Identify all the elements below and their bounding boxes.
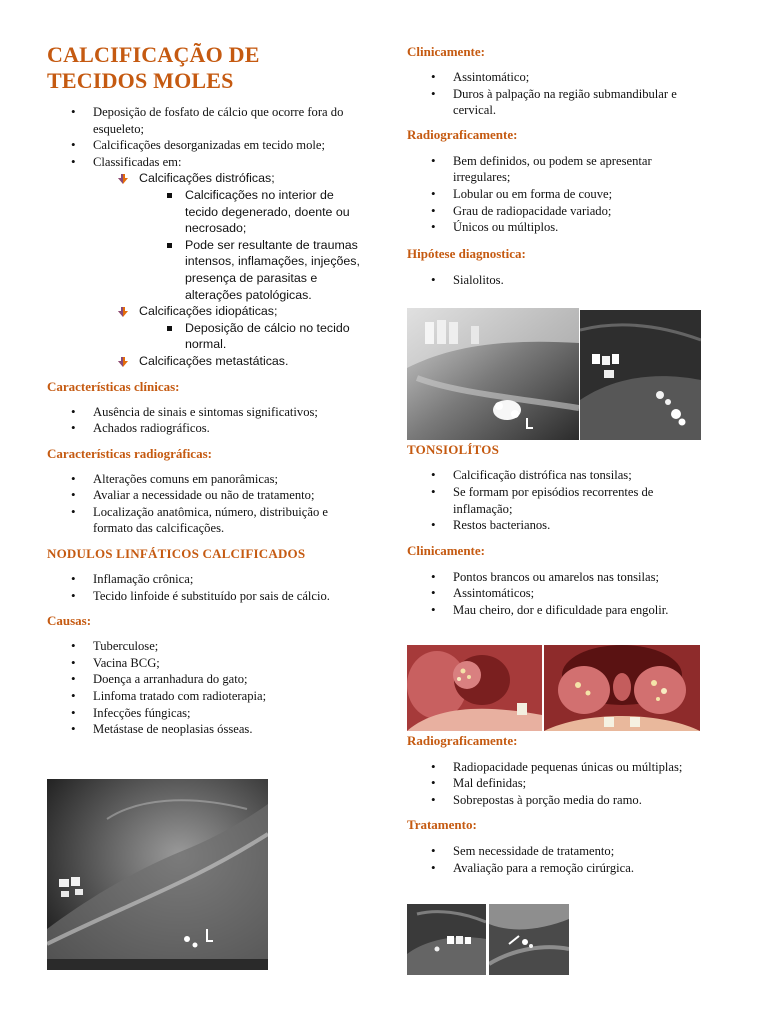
hipotese-list: [407, 272, 707, 289]
list-item: • Avaliar a necessidade ou não de tratamento;: [47, 487, 367, 504]
clinicamente-2-list: [407, 569, 707, 619]
intro-list: [47, 104, 367, 370]
section-heading-nodulos: NODULOS LINFÁTICOS CALCIFICADOS: [47, 546, 306, 562]
classification-item: [139, 170, 367, 303]
list-item-text: Classificadas em:: [93, 154, 182, 169]
section-heading-causas: Causas:: [47, 613, 92, 629]
list-item: • Infecções fúngicas;: [47, 705, 367, 722]
list-item: • Sem necessidade de tratamento;: [407, 843, 707, 860]
list-item: • Sialolitos.: [407, 272, 707, 289]
list-item: • Linfoma tratado com radioterapia;: [47, 688, 367, 705]
caract-radio-list: [47, 471, 367, 537]
title-line-2: TECIDOS MOLES: [47, 68, 234, 93]
list-item: • Grau de radiopacidade variado;: [407, 203, 707, 220]
sub-list: [164, 187, 367, 303]
sub-item: Calcificações no interior de tecido degenerado, doente ou necrosado;: [164, 187, 367, 237]
list-item: • Se formam por episódios recorrentes de inflamação;: [407, 484, 707, 517]
list-item: • Achados radiográficos.: [47, 420, 367, 437]
classification-label: Calcificações idiopáticas;: [139, 304, 278, 319]
title-line-1: CALCIFICAÇÃO DE: [47, 42, 260, 67]
list-item: • Avaliação para a remoção cirúrgica.: [407, 860, 707, 877]
list-item: • Lobular ou em forma de couve;: [407, 186, 707, 203]
list-item: • Calcificação distrófica nas tonsilas;: [407, 467, 707, 484]
page-title: [47, 42, 367, 94]
classification-label: Calcificações metastáticas.: [139, 353, 289, 368]
list-item: • Únicos ou múltiplos.: [407, 219, 707, 236]
nodulos-list: [47, 571, 367, 604]
arrow-bullet-icon: [117, 306, 129, 318]
list-item: • Tecido linfoide é substituído por sais de cálcio.: [47, 588, 367, 605]
list-item: • Assintomáticos;: [407, 585, 707, 602]
xray-image-sialolith-panoramic: [407, 308, 579, 440]
xray-image-calcified-nodes: [47, 779, 268, 970]
sub-list: [164, 320, 367, 353]
list-item: • Restos bacterianos.: [407, 517, 707, 534]
causas-list: [47, 638, 367, 738]
list-item: • Doença a arranhadura do gato;: [47, 671, 367, 688]
photo-tonsils-left: [407, 645, 542, 731]
tonsiolitos-list: [407, 467, 707, 533]
list-item: • Bem definidos, ou podem se apresentar irregulares;: [407, 153, 707, 186]
clinicamente-list: [407, 69, 707, 119]
list-item: • Alterações comuns em panorâmicas;: [47, 471, 367, 488]
list-item: [47, 154, 367, 370]
list-item: • Calcificações desorganizadas em tecido mole;: [47, 137, 367, 154]
list-item: • Tuberculose;: [47, 638, 367, 655]
arrow-bullet-icon: [117, 173, 129, 185]
section-heading-caract-clinicas: Características clínicas:: [47, 378, 180, 394]
list-item: • Sobrepostas à porção media do ramo.: [407, 792, 707, 809]
tratamento-list: [407, 843, 707, 876]
section-heading-hipotese: Hipótese diagnostica:: [407, 245, 526, 261]
classification-list: [139, 170, 367, 369]
section-heading-radiograficamente-2: Radiograficamente:: [407, 732, 518, 748]
classification-item: [139, 353, 367, 370]
left-column: [47, 0, 367, 738]
sub-item: Pode ser resultante de traumas intensos, inflamações, injeções, presença de parasitas e alterações patológicas.: [164, 237, 367, 303]
photo-tonsils-right: [544, 645, 700, 731]
list-item: • Inflamação crônica;: [47, 571, 367, 588]
section-heading-tratamento: Tratamento:: [407, 817, 477, 833]
section-heading-caract-radio: Características radiográficas:: [47, 445, 212, 461]
classification-item: [139, 303, 367, 353]
list-item: • Localização anatômica, número, distribuição e formato das calcificações.: [47, 504, 367, 537]
radiograficamente-list: [407, 153, 707, 236]
list-item: • Metástase de neoplasias ósseas.: [47, 721, 367, 738]
list-item: • Mal definidas;: [407, 775, 707, 792]
section-heading-radiograficamente: Radiograficamente:: [407, 126, 518, 142]
list-item: • Radiopacidade pequenas únicas ou múltiplas;: [407, 759, 707, 776]
list-item: • Pontos brancos ou amarelos nas tonsilas;: [407, 569, 707, 586]
classification-label: Calcificações distróficas;: [139, 171, 275, 186]
list-item: • Duros à palpação na região submandibular e cervical.: [407, 86, 707, 119]
section-heading-tonsiolitos: TONSIOLÍTOS: [407, 442, 500, 458]
caract-clinicas-list: [47, 404, 367, 437]
section-heading-clinicamente-2: Clinicamente:: [407, 542, 485, 558]
section-heading-clinicamente: Clinicamente:: [407, 44, 485, 59]
arrow-bullet-icon: [117, 356, 129, 368]
xray-image-tonsillolith-1: [407, 904, 486, 975]
list-item: • Assintomático;: [407, 69, 707, 86]
list-item: • Ausência de sinais e sintomas significativos;: [47, 404, 367, 421]
xray-image-tonsillolith-2: [489, 904, 569, 975]
radiograficamente-2-list: [407, 759, 707, 809]
list-item: • Vacina BCG;: [47, 655, 367, 672]
list-item: • Deposição de fosfato de cálcio que ocorre fora do esqueleto;: [47, 104, 367, 137]
sub-item: Deposição de cálcio no tecido normal.: [164, 320, 367, 353]
xray-image-sialolith-lateral: [580, 310, 701, 440]
list-item: • Mau cheiro, dor e dificuldade para engolir.: [407, 602, 707, 619]
